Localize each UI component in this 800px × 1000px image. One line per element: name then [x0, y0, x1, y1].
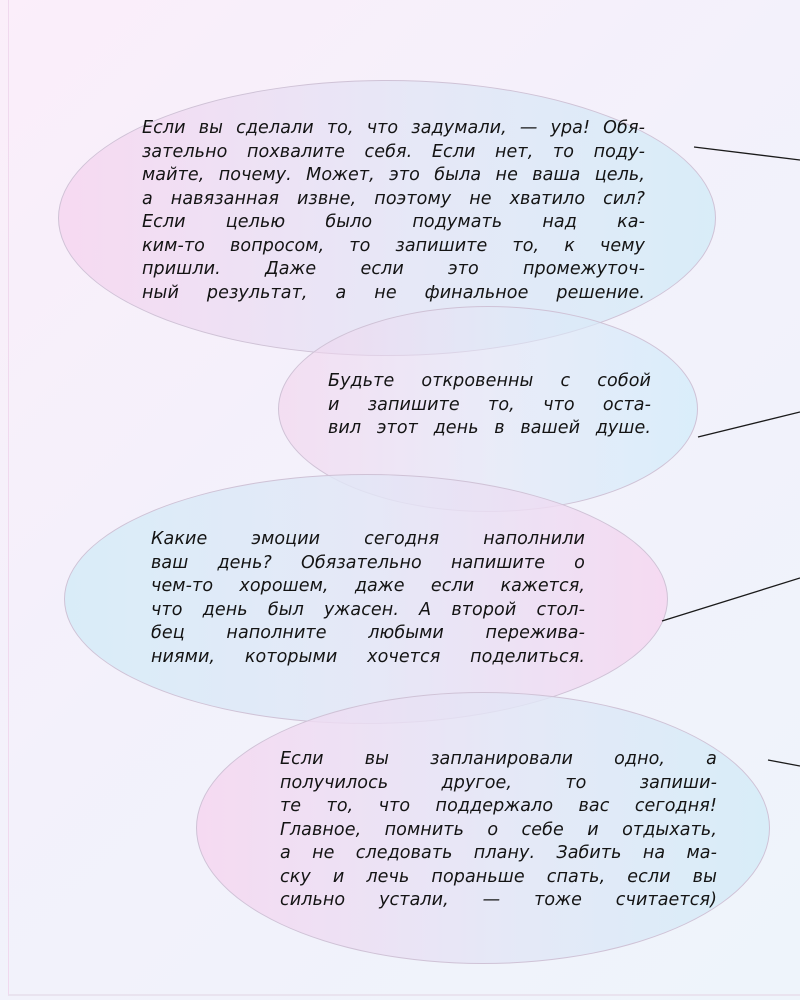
bubble-2-line: и запишите то, что оста-	[328, 394, 651, 415]
bubble-1-line: Если целью было подумать над ка-	[142, 212, 645, 232]
bubble-3-line: что день был ужасен. А второй стол-	[151, 599, 585, 620]
bubble-1-line: зательно похвалите себя. Если нет, то поду-	[142, 141, 645, 162]
bubble-3-text	[151, 528, 585, 669]
bubble-4-line: получилось другое, то запиши-	[280, 772, 717, 793]
bubble-3-line: бец наполните любыми пережива-	[151, 623, 585, 643]
bubble-4-line: а не следовать плану. Забить на ма-	[280, 843, 717, 863]
bubble-2-text	[328, 370, 651, 441]
bubble-1-line: майте, почему. Может, это была не ваша цель,	[142, 165, 645, 185]
bubble-4-line: Главное, помнить о себе и отдыхать,	[280, 819, 717, 840]
connector-line-2	[698, 412, 800, 437]
bubble-3-line: чем-то хорошем, даже если кажется,	[151, 576, 585, 596]
bubble-3-line: ниями, которыми хочется поделиться.	[151, 646, 585, 667]
bubble-1-line: ный результат, а не финальное решение.	[142, 282, 645, 303]
bubble-4-line: сильно устали, — тоже считается)	[280, 890, 717, 910]
bubble-1-line: Если вы сделали то, что задумали, — ура! Обя-	[142, 118, 645, 138]
connector-line-1	[694, 147, 800, 160]
bubble-1-line: пришли. Даже если это промежуточ-	[142, 259, 645, 279]
bubble-1-line: а навязанная извне, поэтому не хватило сил?	[142, 188, 645, 209]
connector-line-3	[662, 578, 800, 621]
bubble-3-line: Какие эмоции сегодня наполнили	[151, 529, 585, 549]
bubble-2-line: вил этот день в вашей душе.	[328, 418, 651, 438]
connector-line-4	[768, 760, 800, 766]
bubble-3-line: ваш день? Обязательно напишите о	[151, 552, 585, 573]
bubble-4-line: Если вы запланировали одно, а	[280, 749, 717, 769]
bubble-4-line: ску и лечь пораньше спать, если вы	[280, 866, 717, 887]
bubble-2-line: Будьте откровенны с собой	[328, 371, 651, 391]
bubble-1-text	[142, 117, 645, 305]
bubble-1-line: ким-то вопросом, то запишите то, к чему	[142, 235, 645, 256]
bubble-4-line: те то, что поддержало вас сегодня!	[280, 796, 717, 816]
bubble-4-text	[280, 748, 717, 913]
